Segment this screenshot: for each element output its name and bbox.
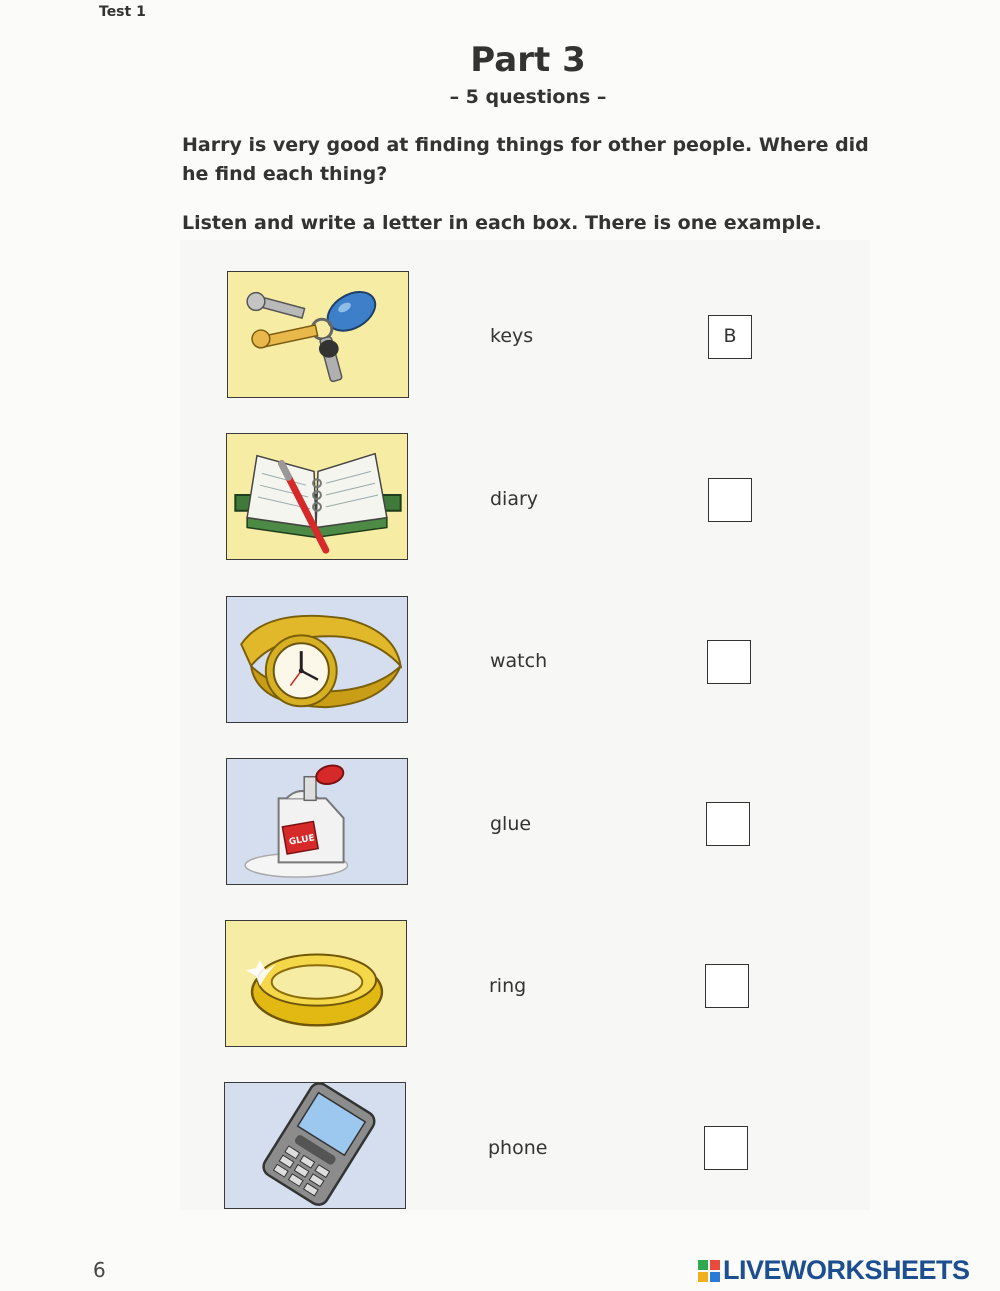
- svg-text:GLUE: GLUE: [288, 833, 316, 848]
- watch-icon: [227, 597, 407, 722]
- keys-picture: [227, 271, 409, 398]
- ring-icon: [226, 921, 406, 1046]
- answer-box-ring[interactable]: [705, 964, 749, 1008]
- item-word-watch: watch: [490, 650, 548, 672]
- answer-box-phone[interactable]: [704, 1126, 748, 1170]
- item-word-phone: phone: [488, 1137, 548, 1159]
- glue-icon: [227, 759, 407, 884]
- phone-picture: [224, 1082, 406, 1209]
- answer-box-diary[interactable]: [708, 478, 752, 522]
- answer-box-keys[interactable]: B: [708, 315, 752, 359]
- instruction-task: Listen and write a letter in each box. There is one example.: [182, 212, 822, 234]
- keys-icon: [228, 272, 408, 397]
- liveworksheets-logo-icon: [698, 1260, 720, 1282]
- page-title: Part 3: [470, 40, 586, 80]
- answer-box-watch[interactable]: [707, 640, 751, 684]
- diary-picture: [226, 433, 408, 560]
- brand-name: LIVEWORKSHEETS: [723, 1255, 970, 1285]
- answer-box-glue[interactable]: [706, 802, 750, 846]
- instruction-question: Harry is very good at finding things for other people. Where did he find each thing?: [182, 134, 869, 185]
- diary-icon: [227, 434, 407, 559]
- page-subtitle: – 5 questions –: [449, 86, 607, 108]
- item-word-glue: glue: [490, 813, 532, 835]
- page-number: 6: [93, 1258, 106, 1282]
- phone-icon: [225, 1083, 405, 1208]
- item-word-keys: keys: [490, 325, 534, 347]
- test-label: Test 1: [99, 4, 146, 20]
- item-word-diary: diary: [490, 488, 539, 510]
- liveworksheets-brand[interactable]: [698, 1255, 970, 1286]
- item-word-ring: ring: [489, 975, 527, 997]
- glue-picture: [226, 758, 408, 885]
- ring-picture: [225, 920, 407, 1047]
- watch-picture: [226, 596, 408, 723]
